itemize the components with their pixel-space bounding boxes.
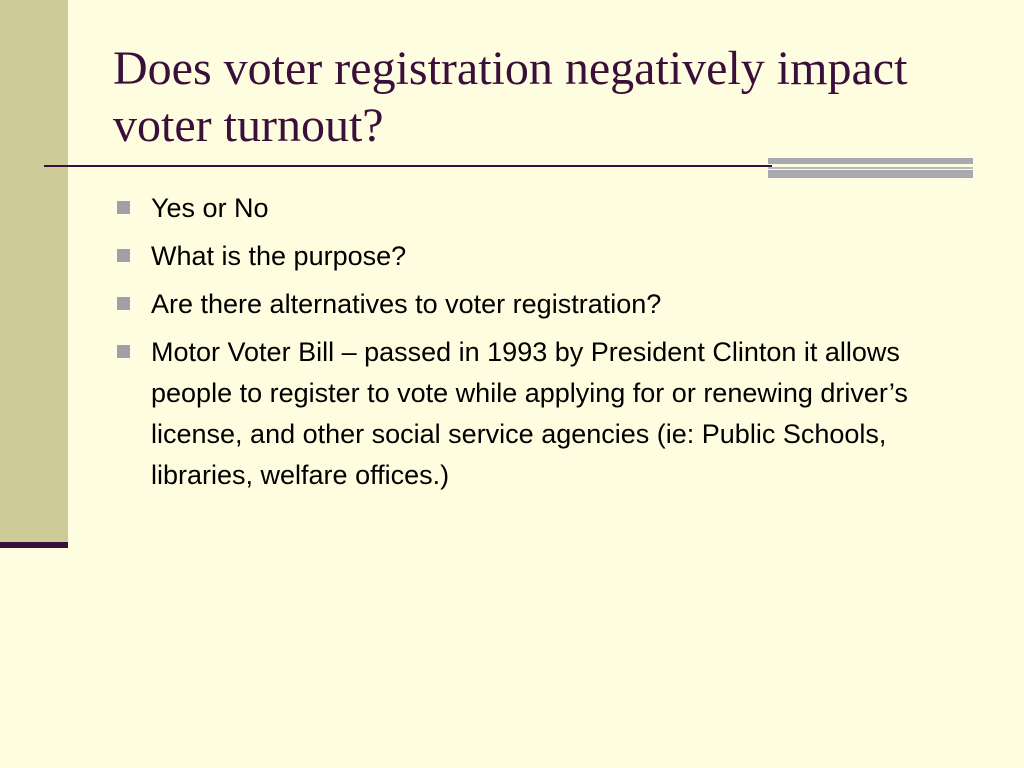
bullet-item — [117, 236, 967, 277]
bullet-text: What is the purpose? — [151, 241, 407, 271]
bullet-item — [117, 284, 967, 325]
title-divider-line — [44, 165, 772, 167]
bullet-text: Are there alternatives to voter registration? — [151, 289, 662, 319]
accent-band-middle — [768, 167, 973, 169]
bullet-text: Yes or No — [151, 193, 269, 223]
square-bullet-icon — [117, 249, 130, 262]
square-bullet-icon — [117, 201, 130, 214]
square-bullet-icon — [117, 345, 130, 358]
bullet-item — [117, 332, 967, 496]
bullet-text: Motor Voter Bill – passed in 1993 by President Clinton it allows people to register to vote while applying for or renewing driver’s license, and other social service agencies (ie: Public Schools, libraries, welfare offices.) — [151, 337, 908, 490]
accent-band-bottom — [768, 170, 973, 178]
bullet-item — [117, 188, 967, 229]
bullet-list — [117, 188, 967, 503]
slide-title: Does voter registration negatively impact voter turnout? — [113, 42, 908, 152]
square-bullet-icon — [117, 297, 130, 310]
accent-band-top — [768, 158, 973, 164]
left-bar-accent-line — [0, 542, 68, 548]
title-divider-accent — [768, 158, 973, 178]
left-decorative-bar — [0, 0, 68, 545]
